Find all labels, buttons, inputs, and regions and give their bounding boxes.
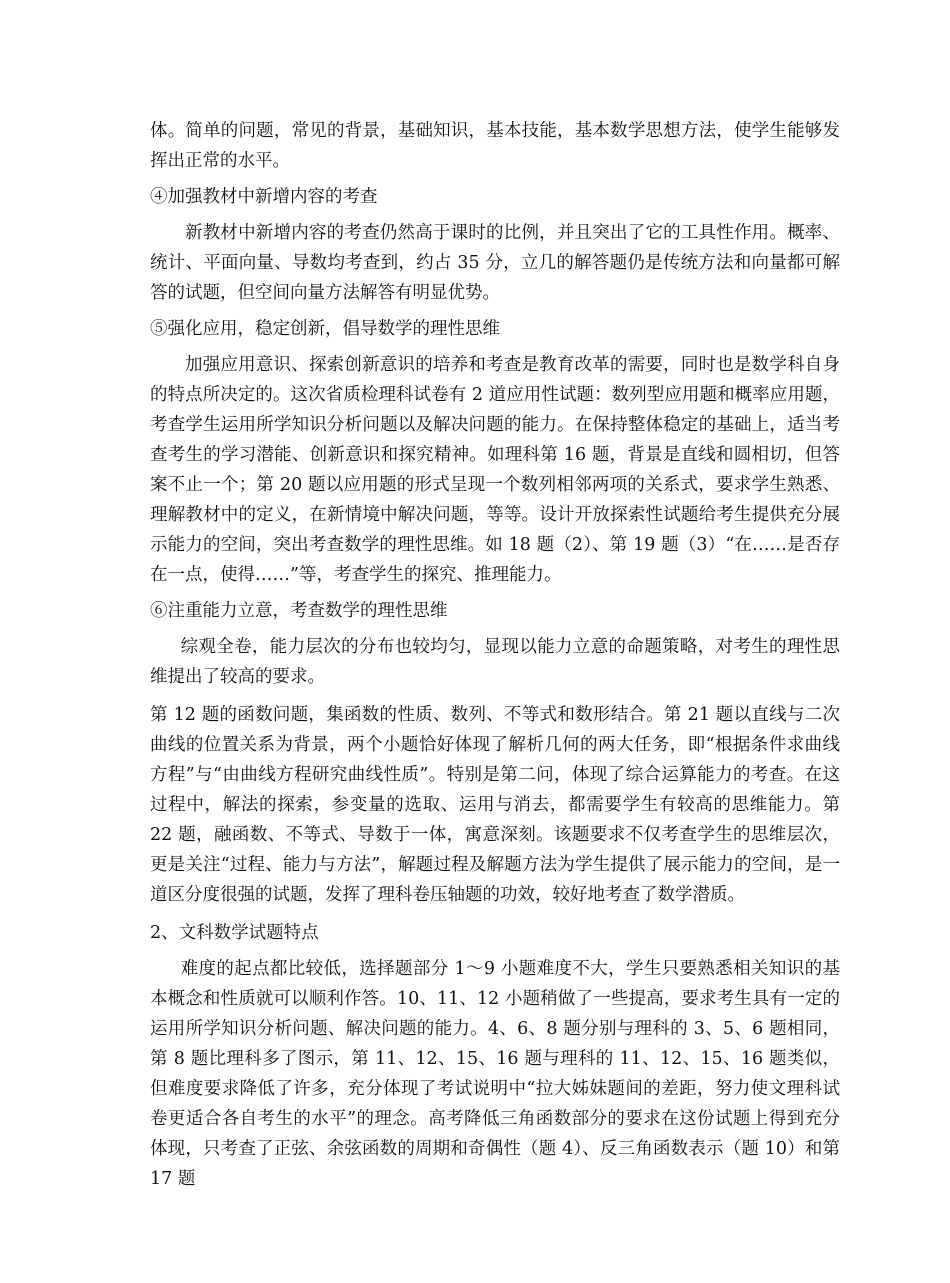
paragraph-overview: 综观全卷，能力层次的分布也较均匀，显现以能力立意的命题策略，对考生的理性思维提出了较高的要求。 (150, 637, 840, 687)
paragraph-continuation: 体。简单的问题，常见的背景，基础知识，基本技能，基本数学思想方法，使学生能够发挥出正常的水平。 (150, 121, 840, 171)
paragraph-new-content: 新教材中新增内容的考查仍然高于课时的比例，并且突出了它的工具性作用。概率、统计、平面向量、导数均考查到，约占 35 分，立几的解答题仍是传统方法和向量都可解答的试题，但空间向量方法解答有明显优势。 (150, 223, 840, 303)
section-heading-4: ④加强教材中新增内容的考查 (150, 187, 378, 207)
paragraph-liberal-arts: 难度的起点都比较低，选择题部分 1～9 小题难度不大，学生只要熟悉相关知识的基本概念和性质就可以顺利作答。10、11、12 小题稍做了一些提高，要求考生具有一定的运用所学知识分析问题、解决问题的能力。4、6、8 题分别与理科的 3、5、6 题相同，第 8 题比理科多了图示，第 11、12、15、16 题与理科的 11、12、15、16 题类似，但难度要求降低了许多，充分体现了考试说明中“拉大姊妹题间的差距，努力使文理科试卷更适合各自考生的水平”的理念。高考降低三角函数部分的要求在这份试题上得到充分体现，只考查了正弦、余弦函数的周期和奇偶性（题 4）、反三角函数表示（题 10）和第 17 题 (150, 959, 840, 1189)
document-page (150, 116, 840, 1194)
paragraph-questions-analysis: 第 12 题的函数问题，集函数的性质、数列、不等式和数形结合。第 21 题以直线与二次曲线的位置关系为背景，两个小题恰好体现了解析几何的两大任务，即“根据条件求曲线方程”与“由曲线方程研究曲线性质”。特别是第二问，体现了综合运算能力的考查。在这过程中，解法的探索，参变量的选取、运用与消去，都需要学生有较高的思维能力。第 22 题，融函数、不等式、导数于一体，寓意深刻。该题要求不仅考查学生的思维层次，更是关注“过程、能力与方法”，解题过程及解题方法为学生提供了展示能力的空间，是一道区分度很强的试题，发挥了理科卷压轴题的功效，较好地考查了数学潜质。 (150, 705, 840, 905)
section-heading-liberal-arts: 2、文科数学试题特点 (150, 923, 319, 943)
section-heading-5: ⑤强化应用，稳定创新，倡导数学的理性思维 (150, 319, 500, 339)
section-heading-6: ⑥注重能力立意，考查数学的理性思维 (150, 601, 448, 621)
paragraph-application: 加强应用意识、探索创新意识的培养和考查是教育改革的需要，同时也是数学科自身的特点所决定的。这次省质检理科试卷有 2 道应用性试题：数列型应用题和概率应用题，考查学生运用所学知识分析问题以及解决问题的能力。在保持整体稳定的基础上，适当考查考生的学习潜能、创新意识和探究精神。如理科第 16 题，背景是直线和圆相切，但答案不止一个；第 20 题以应用题的形式呈现一个数列相邻两项的关系式，要求学生熟悉、理解教材中的定义，在新情境中解决问题，等等。设计开放探索性试题给考生提供充分展示能力的空间，突出考查数学的理性思维。如 18 题（2）、第 19 题（3）“在……是否存在一点，使得……”等，考查学生的探究、推理能力。 (150, 355, 840, 585)
